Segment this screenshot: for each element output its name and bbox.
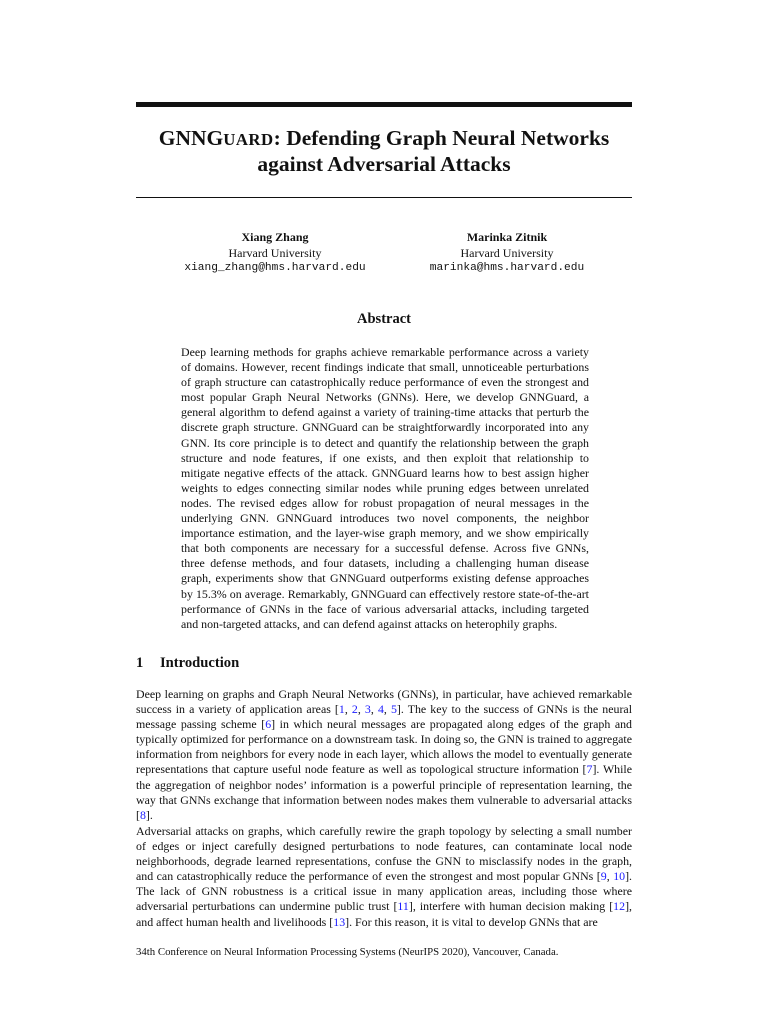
paragraph-text: , bbox=[344, 702, 352, 717]
citation-link[interactable]: 6 bbox=[265, 717, 272, 732]
paper-title bbox=[136, 126, 632, 177]
author-affiliation: Harvard University bbox=[460, 245, 554, 260]
title-smallcaps: UARD bbox=[223, 130, 274, 149]
paragraph-text: ]. The lack of GNN robustness is a critical issue in many application areas, including those where adversarial perturbations can undermine public trust [ bbox=[136, 869, 633, 914]
citation-link[interactable]: 4 bbox=[377, 702, 384, 717]
paragraph-text: ], and affect human health and livelihoods [ bbox=[136, 899, 632, 929]
paragraph-text: , bbox=[383, 702, 391, 717]
author-affiliation: Harvard University bbox=[228, 245, 322, 260]
author-name: Xiang Zhang bbox=[241, 230, 309, 244]
paragraph-text: ]. bbox=[145, 807, 153, 822]
section-number: 1 bbox=[136, 655, 144, 671]
citation-link[interactable]: 13 bbox=[333, 914, 346, 929]
author-name: Marinka Zitnik bbox=[466, 230, 548, 244]
section-title: Introduction bbox=[160, 655, 240, 671]
paragraph-text: , bbox=[606, 869, 614, 884]
author-email[interactable]: marinka@hms.harvard.edu bbox=[429, 262, 585, 274]
citation-link[interactable]: 12 bbox=[613, 899, 626, 914]
title-line-2: against Adversarial Attacks bbox=[257, 152, 511, 176]
section-heading-introduction bbox=[136, 655, 239, 672]
paragraph-text: ]. The key to the success of GNNs is the neural message passing scheme [ bbox=[136, 702, 632, 732]
abstract-heading: Abstract bbox=[357, 311, 411, 327]
intro-paragraph-1 bbox=[136, 687, 632, 823]
citation-link[interactable]: 7 bbox=[586, 762, 593, 777]
title-part: : Defending Graph Neural Networks bbox=[273, 126, 610, 150]
abstract-text: Deep learning methods for graphs achieve remarkable performance across a variety of domains. However, recent findings indicate that small, unnoticeable perturbations of graph structure can catastrophically reduce performance of even the strongest and most popular Graph Neural Networks (GNNs). Here, we develop GNNGuard, a general algorithm to defend against a variety of training-time attacks that perturb the discrete graph structure. GNNGuard can be straightforwardly incorporated into any GNN. Its core principle is to detect and quantify the relationship between the graph structure and node features, if one exists, and then exploit that relationship to mitigate negative effects of the attack. GNNGuard learns how to best assign higher weights to edges connecting similar nodes while pruning edges between unrelated nodes. The revised edges allow for robust propagation of neural messages in the underlying GNN. GNNGuard introduces two novel components, the neighbor importance estimation, and the layer-wise graph memory, and we show empirically that both components are necessary for a successful defense. Across five GNNs, three defense methods, and four datasets, including a challenging human disease graph, experiments show that GNNGuard outperforms existing defense approaches by 15.3% on average. Remarkably, GNNGuard can effectively restore state-of-the-art performance of GNNs in the face of various adversarial attacks, including targeted and non-targeted attacks, and can defend against attacks on heterophily graphs. bbox=[181, 345, 589, 631]
citation-link[interactable]: 9 bbox=[600, 869, 607, 884]
title-top-rule bbox=[136, 102, 632, 107]
conference-footnote: 34th Conference on Neural Information Processing Systems (NeurIPS 2020), Vancouver, Canada. bbox=[136, 946, 559, 958]
author-block-1 bbox=[160, 230, 390, 277]
paragraph-text: ], interfere with human decision making [ bbox=[408, 899, 614, 914]
paragraph-text: ]. While the aggregation of neighbor nodes’ information is a powerful principle of representation learning, the way that GNNs exchange that information between nodes makes them vulnerable to adversarial attacks [ bbox=[136, 762, 632, 822]
paragraph-text: Deep learning on graphs and Graph Neural Networks (GNNs), in particular, have achieved remarkable success in a variety of application areas [ bbox=[136, 687, 632, 717]
title-line-1 bbox=[136, 126, 632, 152]
citation-link[interactable]: 3 bbox=[364, 702, 371, 717]
paragraph-text: ]. For this reason, it is vital to develop GNNs that are bbox=[345, 914, 598, 929]
citation-link[interactable]: 8 bbox=[139, 807, 146, 822]
intro-paragraph-2 bbox=[136, 824, 632, 930]
citation-link[interactable]: 5 bbox=[390, 702, 397, 717]
citation-link[interactable]: 2 bbox=[351, 702, 358, 717]
paragraph-text: , bbox=[357, 702, 365, 717]
author-block-2 bbox=[392, 230, 622, 277]
citation-link[interactable]: 11 bbox=[397, 899, 409, 914]
title-bottom-rule bbox=[136, 197, 632, 198]
author-email[interactable]: xiang_zhang@hms.harvard.edu bbox=[184, 262, 366, 274]
paragraph-text: , bbox=[370, 702, 378, 717]
citation-link[interactable]: 1 bbox=[338, 702, 345, 717]
paragraph-text: ] in which neural messages are propagated along edges of the graph and typically optimized for performance on a downstream task. In doing so, the GNN is trained to aggregate information from neighbors for every node in each layer, which allows the model to eventually generate representations that capture useful node feature as well as topological structure information [ bbox=[136, 717, 632, 777]
paragraph-text: Adversarial attacks on graphs, which carefully rewire the graph topology by selecting a small number of edges or inject carefully designed perturbations to node features, can contaminate local node neighborhoods, degrade learned representations, confuse the GNN to misclassify nodes in the graph, and can catastrophically reduce the performance of even the strongest and most popular GNNs [ bbox=[136, 824, 632, 884]
citation-link[interactable]: 10 bbox=[613, 869, 626, 884]
title-part: GNNG bbox=[158, 126, 224, 150]
